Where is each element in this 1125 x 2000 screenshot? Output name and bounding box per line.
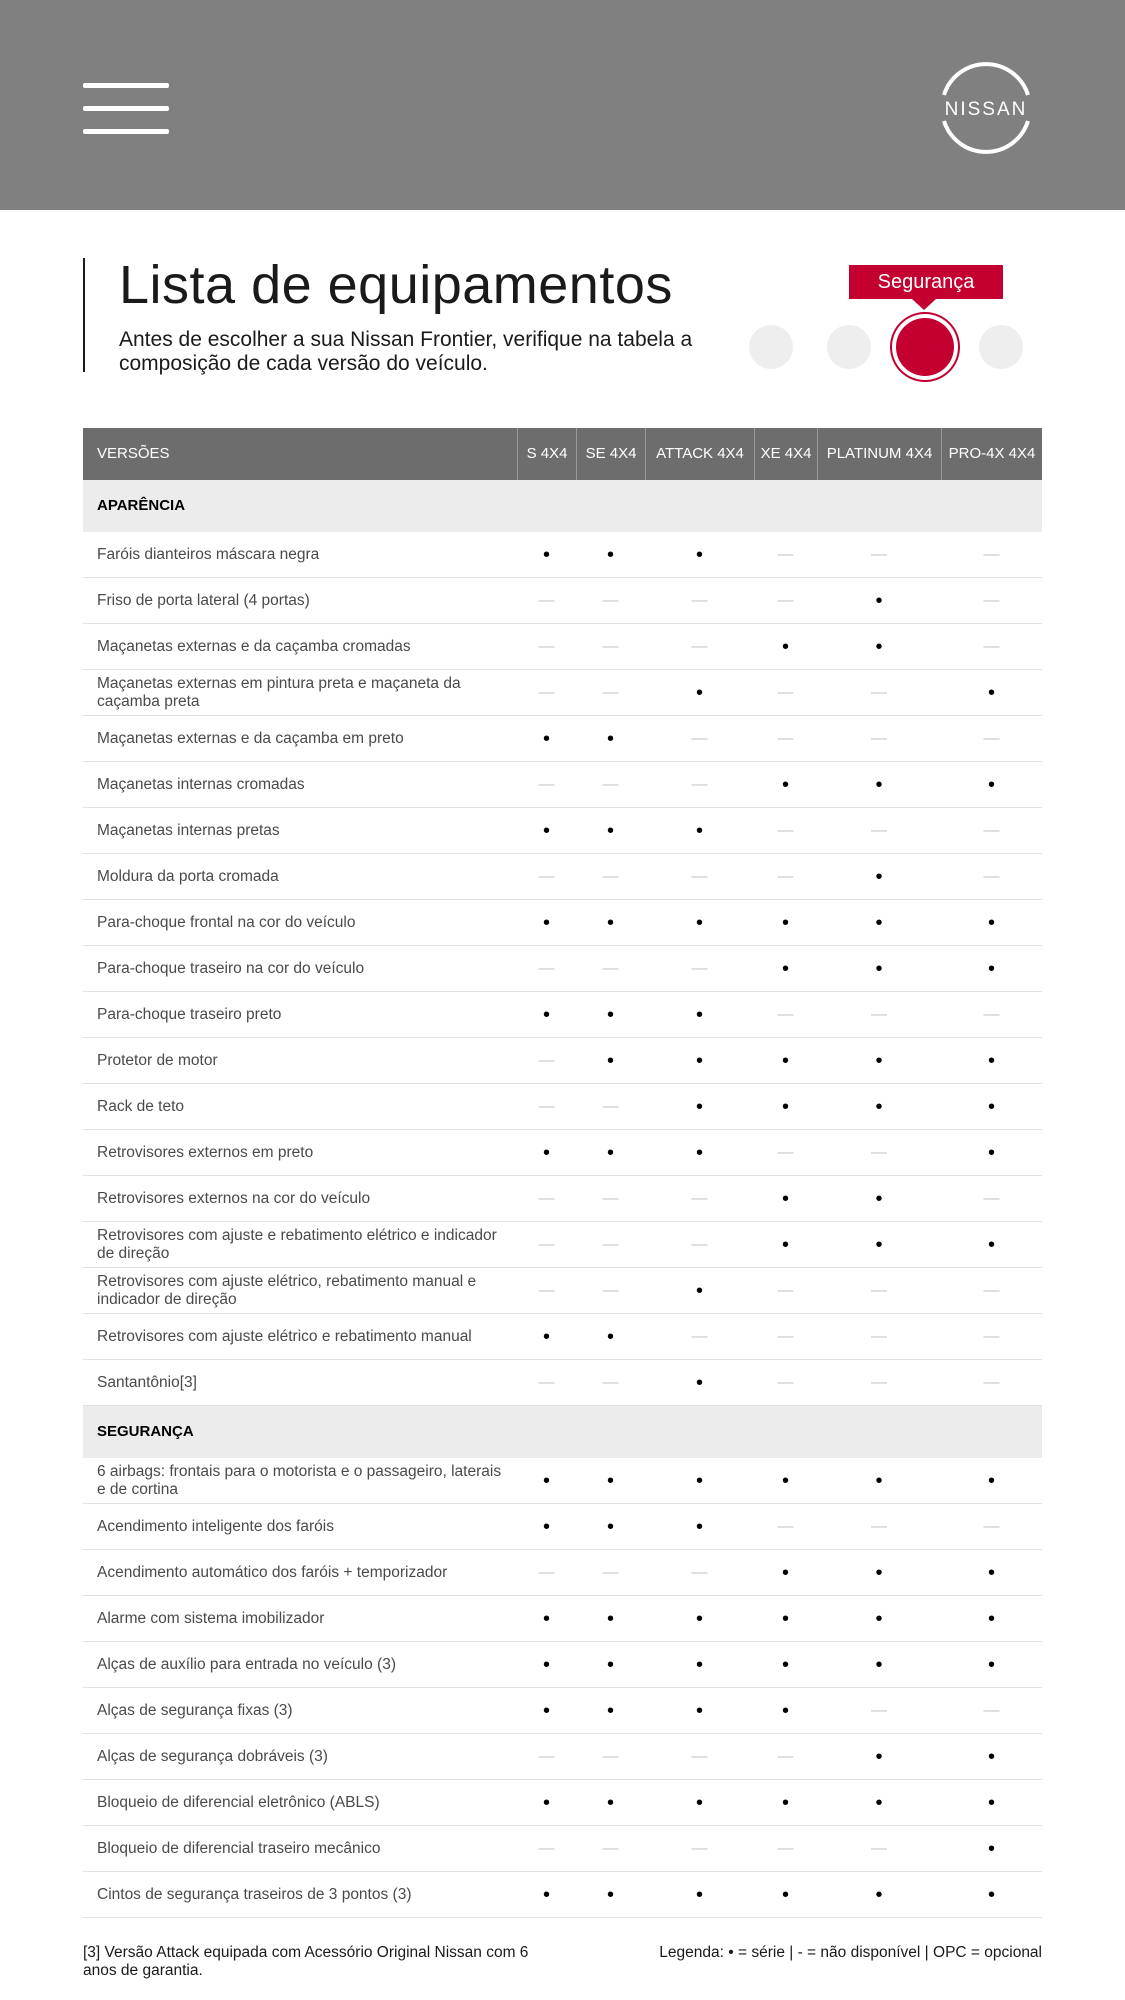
table-row [83,716,1042,762]
unavailable-dash-icon: — [691,1235,708,1253]
available-dot-icon: • [781,635,789,658]
available-dot-icon: • [606,1325,614,1348]
unavailable-dash-icon: — [983,1701,1000,1719]
unavailable-dash-icon: — [602,1189,619,1207]
unavailable-dash-icon: — [871,1143,887,1161]
available-dot-icon: • [781,1653,789,1676]
available-dot-icon: • [781,1233,789,1256]
available-dot-icon: • [987,1095,995,1118]
unavailable-dash-icon: — [691,775,708,793]
available-dot-icon: • [875,1561,883,1584]
unavailable-dash-icon: — [538,1563,555,1581]
table-row [83,670,1042,716]
available-dot-icon: • [781,1791,789,1814]
available-dot-icon: • [695,543,703,566]
stepper-pointer-icon [912,299,936,310]
unavailable-dash-icon: — [983,1517,1000,1535]
available-dot-icon: • [987,957,995,980]
row-label: 6 airbags: frontais para o motorista e o passageiro, laterais e de cortina [97,1462,502,1498]
row-label: Bloqueio de diferencial eletrônico (ABLS) [97,1793,380,1811]
unavailable-dash-icon: — [538,867,555,885]
row-label: Faróis dianteiros máscara negra [97,545,320,563]
table-row [83,1504,1042,1550]
row-label: Retrovisores externos na cor do veículo [97,1189,371,1207]
row-label: Moldura da porta cromada [97,867,279,885]
unavailable-dash-icon: — [983,1189,1000,1207]
available-dot-icon: • [542,1515,550,1538]
column-header-s: S 4X4 [517,428,576,480]
row-label: Acendimento automático dos faróis + temporizador [97,1563,448,1581]
unavailable-dash-icon: — [602,1747,619,1765]
available-dot-icon: • [695,1515,703,1538]
available-dot-icon: • [781,773,789,796]
unavailable-dash-icon: — [983,1281,1000,1299]
available-dot-icon: • [606,1791,614,1814]
table-row [83,1780,1042,1826]
available-dot-icon: • [695,1003,703,1026]
table-row [83,1176,1042,1222]
stepper-dot-1[interactable] [749,325,793,369]
available-dot-icon: • [987,1745,995,1768]
unavailable-dash-icon: — [871,729,887,747]
table-row [83,1826,1042,1872]
available-dot-icon: • [875,1233,883,1256]
available-dot-icon: • [542,819,550,842]
unavailable-dash-icon: — [691,1839,708,1857]
row-label: Retrovisores externos em preto [97,1143,314,1161]
table-row [83,808,1042,854]
nissan-logo-icon[interactable] [930,62,1042,154]
available-dot-icon: • [781,911,789,934]
unavailable-dash-icon: — [871,1701,887,1719]
row-label: Rack de teto [97,1097,185,1115]
table-row [83,1130,1042,1176]
available-dot-icon: • [875,1745,883,1768]
unavailable-dash-icon: — [871,1517,887,1535]
row-label: Santantônio[3] [97,1373,197,1391]
page-title: Lista de equipamentos [119,255,673,315]
available-dot-icon: • [542,1653,550,1676]
column-header-se: SE 4X4 [576,428,645,480]
available-dot-icon: • [542,1883,550,1906]
available-dot-icon: • [987,1469,995,1492]
unavailable-dash-icon: — [538,775,555,793]
available-dot-icon: • [542,543,550,566]
unavailable-dash-icon: — [777,1839,794,1857]
unavailable-dash-icon: — [777,1373,794,1391]
unavailable-dash-icon: — [538,1281,555,1299]
unavailable-dash-icon: — [777,1747,794,1765]
column-header-xe: XE 4X4 [754,428,817,480]
unavailable-dash-icon: — [602,1235,619,1253]
available-dot-icon: • [875,1607,883,1630]
available-dot-icon: • [781,1883,789,1906]
unavailable-dash-icon: — [602,1281,619,1299]
available-dot-icon: • [606,1141,614,1164]
footnote: [3] Versão Attack equipada com Acessório Original Nissan com 6 anos de garantia. [83,1944,529,1979]
available-dot-icon: • [606,543,614,566]
available-dot-icon: • [987,773,995,796]
available-dot-icon: • [875,911,883,934]
menu-button[interactable] [83,80,169,138]
available-dot-icon: • [606,727,614,750]
stepper-dot-4[interactable] [979,325,1023,369]
unavailable-dash-icon: — [602,683,619,701]
available-dot-icon: • [606,819,614,842]
row-label: Bloqueio de diferencial traseiro mecânico [97,1839,381,1857]
available-dot-icon: • [781,1469,789,1492]
row-label: Cintos de segurança traseiros de 3 pontos (3) [97,1885,412,1903]
unavailable-dash-icon: — [983,1327,1000,1345]
available-dot-icon: • [695,1607,703,1630]
section-header: SEGURANÇA [83,1406,1042,1458]
unavailable-dash-icon: — [871,1281,887,1299]
available-dot-icon: • [875,957,883,980]
unavailable-dash-icon: — [602,1839,619,1857]
available-dot-icon: • [542,727,550,750]
stepper-dot-2[interactable] [827,325,871,369]
row-label: Maçanetas externas em pintura preta e maçaneta da caçamba preta [97,674,461,710]
available-dot-icon: • [695,1049,703,1072]
available-dot-icon: • [606,1469,614,1492]
available-dot-icon: • [695,1141,703,1164]
available-dot-icon: • [695,1095,703,1118]
unavailable-dash-icon: — [983,637,1000,655]
table-row [83,1458,1042,1504]
unavailable-dash-icon: — [602,1563,619,1581]
unavailable-dash-icon: — [983,729,1000,747]
unavailable-dash-icon: — [777,1005,794,1023]
table-row [83,1268,1042,1314]
available-dot-icon: • [606,1515,614,1538]
row-label: Acendimento inteligente dos faróis [97,1517,334,1535]
available-dot-icon: • [987,1233,995,1256]
available-dot-icon: • [875,1791,883,1814]
unavailable-dash-icon: — [538,1235,555,1253]
available-dot-icon: • [987,911,995,934]
unavailable-dash-icon: — [691,867,708,885]
hamburger-icon-line [83,129,169,134]
row-label: Para-choque traseiro preto [97,1005,282,1023]
hamburger-icon-line [83,106,169,111]
available-dot-icon: • [875,1049,883,1072]
unavailable-dash-icon: — [602,1097,619,1115]
table-row [83,946,1042,992]
unavailable-dash-icon: — [602,867,619,885]
available-dot-icon: • [987,1883,995,1906]
unavailable-dash-icon: — [691,959,708,977]
table-row [83,1734,1042,1780]
section-header: APARÊNCIA [83,480,1042,532]
available-dot-icon: • [542,1325,550,1348]
unavailable-dash-icon: — [538,1839,555,1857]
column-header-versions: VERSÕES [97,445,170,462]
available-dot-icon: • [987,1141,995,1164]
available-dot-icon: • [875,773,883,796]
available-dot-icon: • [542,1469,550,1492]
table-row [83,1642,1042,1688]
available-dot-icon: • [987,1561,995,1584]
table-row [83,1084,1042,1130]
unavailable-dash-icon: — [983,591,1000,609]
table-row [83,1872,1042,1918]
unavailable-dash-icon: — [777,591,794,609]
available-dot-icon: • [695,1883,703,1906]
unavailable-dash-icon: — [871,821,887,839]
table-row [83,1550,1042,1596]
available-dot-icon: • [987,1791,995,1814]
available-dot-icon: • [987,1607,995,1630]
row-label: Retrovisores com ajuste elétrico, rebatimento manual e indicador de direção [97,1272,477,1308]
unavailable-dash-icon: — [777,867,794,885]
column-header-platinum: PLATINUM 4X4 [817,428,941,480]
table-row [83,762,1042,808]
row-label: Para-choque traseiro na cor do veículo [97,959,365,977]
available-dot-icon: • [606,1003,614,1026]
available-dot-icon: • [875,1187,883,1210]
unavailable-dash-icon: — [871,545,887,563]
row-label: Maçanetas externas e da caçamba cromadas [97,637,411,655]
table-row [83,532,1042,578]
available-dot-icon: • [695,681,703,704]
unavailable-dash-icon: — [538,1051,555,1069]
table-row [83,578,1042,624]
unavailable-dash-icon: — [691,1327,708,1345]
table-row [83,1314,1042,1360]
available-dot-icon: • [875,635,883,658]
unavailable-dash-icon: — [777,545,794,563]
available-dot-icon: • [542,911,550,934]
row-label: Alarme com sistema imobilizador [97,1609,325,1627]
table-row [83,624,1042,670]
available-dot-icon: • [875,1883,883,1906]
available-dot-icon: • [695,1791,703,1814]
unavailable-dash-icon: — [777,729,794,747]
available-dot-icon: • [781,1607,789,1630]
unavailable-dash-icon: — [871,1327,887,1345]
row-label: Alças de segurança dobráveis (3) [97,1747,328,1765]
available-dot-icon: • [606,1883,614,1906]
available-dot-icon: • [781,1095,789,1118]
available-dot-icon: • [606,911,614,934]
row-label: Maçanetas externas e da caçamba em preto [97,729,404,747]
unavailable-dash-icon: — [602,637,619,655]
table-row [83,1688,1042,1734]
unavailable-dash-icon: — [777,1327,794,1345]
available-dot-icon: • [695,1653,703,1676]
available-dot-icon: • [542,1699,550,1722]
row-label: Retrovisores com ajuste e rebatimento elétrico e indicador de direção [97,1226,497,1262]
unavailable-dash-icon: — [983,545,1000,563]
intro-block [83,255,723,375]
unavailable-dash-icon: — [538,591,555,609]
table-body [83,480,1042,1918]
available-dot-icon: • [781,1187,789,1210]
available-dot-icon: • [542,1003,550,1026]
available-dot-icon: • [987,1653,995,1676]
unavailable-dash-icon: — [871,1373,887,1391]
row-label: Para-choque frontal na cor do veículo [97,913,356,931]
row-label: Alças de auxílio para entrada no veículo (3) [97,1655,396,1673]
equipment-table [83,428,1042,1918]
available-dot-icon: • [695,1699,703,1722]
unavailable-dash-icon: — [602,591,619,609]
table-row [83,1360,1042,1406]
available-dot-icon: • [875,1095,883,1118]
unavailable-dash-icon: — [691,1747,708,1765]
available-dot-icon: • [695,819,703,842]
available-dot-icon: • [606,1049,614,1072]
unavailable-dash-icon: — [871,683,887,701]
table-row [83,1222,1042,1268]
available-dot-icon: • [987,1837,995,1860]
available-dot-icon: • [695,1469,703,1492]
unavailable-dash-icon: — [871,1839,887,1857]
unavailable-dash-icon: — [602,959,619,977]
unavailable-dash-icon: — [777,1281,794,1299]
available-dot-icon: • [542,1791,550,1814]
row-label: Maçanetas internas cromadas [97,775,305,793]
available-dot-icon: • [875,589,883,612]
available-dot-icon: • [781,957,789,980]
top-bar [0,0,1125,210]
unavailable-dash-icon: — [538,1189,555,1207]
row-label: Maçanetas internas pretas [97,821,280,839]
unavailable-dash-icon: — [777,821,794,839]
table-header [83,428,1042,480]
row-label: Retrovisores com ajuste elétrico e rebatimento manual [97,1327,472,1345]
available-dot-icon: • [695,1279,703,1302]
available-dot-icon: • [781,1699,789,1722]
unavailable-dash-icon: — [983,1373,1000,1391]
unavailable-dash-icon: — [538,637,555,655]
row-label: Alças de segurança fixas (3) [97,1701,293,1719]
available-dot-icon: • [695,911,703,934]
unavailable-dash-icon: — [691,729,708,747]
unavailable-dash-icon: — [691,591,708,609]
available-dot-icon: • [606,1607,614,1630]
unavailable-dash-icon: — [777,1143,794,1161]
table-row [83,854,1042,900]
available-dot-icon: • [875,1469,883,1492]
available-dot-icon: • [781,1049,789,1072]
unavailable-dash-icon: — [602,1373,619,1391]
table-row [83,1038,1042,1084]
unavailable-dash-icon: — [983,867,1000,885]
available-dot-icon: • [987,681,995,704]
available-dot-icon: • [875,1653,883,1676]
unavailable-dash-icon: — [538,683,555,701]
available-dot-icon: • [781,1561,789,1584]
unavailable-dash-icon: — [691,1189,708,1207]
unavailable-dash-icon: — [871,1005,887,1023]
unavailable-dash-icon: — [777,683,794,701]
unavailable-dash-icon: — [538,1097,555,1115]
row-label: Protetor de motor [97,1051,218,1069]
unavailable-dash-icon: — [691,1563,708,1581]
brand-text: NISSAN [944,99,1028,120]
unavailable-dash-icon: — [602,775,619,793]
unavailable-dash-icon: — [538,1747,555,1765]
unavailable-dash-icon: — [777,1517,794,1535]
legend: Legenda: • = série | - = não disponível | OPC = opcional [659,1944,1042,1961]
available-dot-icon: • [875,865,883,888]
available-dot-icon: • [695,1371,703,1394]
unavailable-dash-icon: — [983,1005,1000,1023]
unavailable-dash-icon: — [538,1373,555,1391]
column-header-pro4x: PRO-4X 4X4 [941,428,1042,480]
column-header-attack: ATTACK 4X4 [645,428,754,480]
unavailable-dash-icon: — [691,637,708,655]
page-subtitle: Antes de escolher a sua Nissan Frontier, verifique na tabela a composição de cada versão do veículo. [119,328,693,375]
unavailable-dash-icon: — [538,959,555,977]
stepper-dot-3-active[interactable] [896,318,954,376]
table-row [83,900,1042,946]
available-dot-icon: • [987,1049,995,1072]
available-dot-icon: • [606,1653,614,1676]
unavailable-dash-icon: — [983,821,1000,839]
available-dot-icon: • [542,1607,550,1630]
stepper-active-label: Segurança [849,265,1003,299]
table-row [83,992,1042,1038]
available-dot-icon: • [606,1699,614,1722]
available-dot-icon: • [542,1141,550,1164]
hamburger-icon-line [83,83,169,88]
row-label: Friso de porta lateral (4 portas) [97,591,310,609]
table-row [83,1596,1042,1642]
